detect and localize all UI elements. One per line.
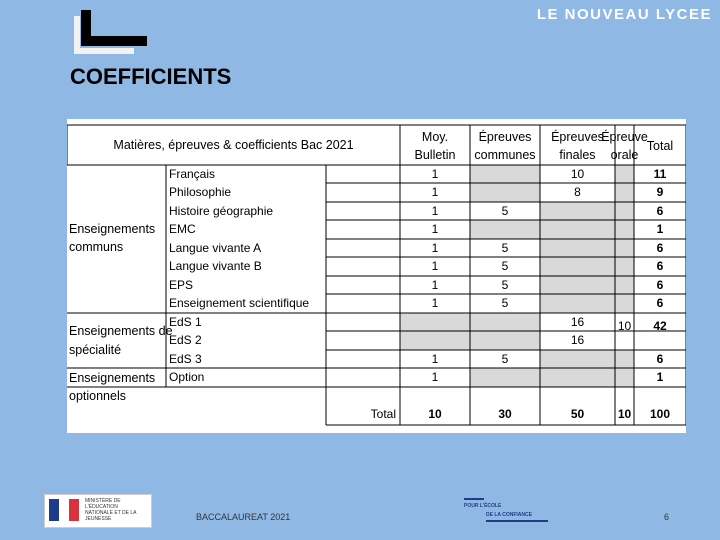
header-orale: Épreuve: [601, 130, 648, 144]
row-subject: EdS 1: [169, 315, 202, 329]
group-communs: Enseignements: [69, 222, 156, 236]
cell-moy: 1: [431, 185, 439, 199]
row-subject: EPS: [169, 278, 194, 292]
empty-cell: [470, 368, 540, 387]
cell-orale: 10: [617, 319, 632, 333]
cell-total: 6: [656, 204, 664, 218]
total-communes: 30: [498, 407, 512, 421]
cell-total: 6: [656, 241, 664, 255]
total-label: Total: [370, 407, 396, 421]
empty-cell: [615, 276, 634, 294]
page-number: 6: [664, 512, 670, 522]
corner-logo: [74, 10, 147, 46]
empty-cell: [540, 257, 615, 276]
row-subject: EMC: [169, 222, 196, 236]
cell-communes: 5: [501, 278, 509, 292]
row-subject: EdS 3: [169, 352, 202, 366]
empty-cell: [470, 183, 540, 202]
row-subject: Option: [169, 370, 205, 384]
empty-cell: [615, 239, 634, 257]
empty-cell: [615, 368, 634, 387]
row-subject: Langue vivante A: [169, 241, 262, 255]
empty-cell: [540, 294, 615, 313]
cell-total: 11: [653, 167, 667, 181]
header-communes: communes: [474, 148, 536, 162]
cell-moy: 1: [431, 204, 439, 218]
header-finales: finales: [559, 148, 596, 162]
school-line1: POUR L'ÉCOLE: [464, 503, 502, 509]
row-subject: Enseignement scientifique: [169, 296, 310, 310]
total-total: 100: [649, 407, 671, 421]
coefficients-table: [67, 119, 686, 433]
empty-cell: [615, 202, 634, 220]
cell-total: 6: [656, 278, 664, 292]
group-specialite: spécialité: [69, 343, 122, 357]
ministry-text: MINISTÈRE DE L'ÉDUCATION NATIONALE ET DE LA JEUNESSE: [85, 498, 137, 522]
cell-communes: 5: [501, 204, 509, 218]
cell-finales: 16: [570, 333, 585, 347]
empty-cell: [540, 276, 615, 294]
header-title: LE NOUVEAU LYCEE: [536, 6, 712, 23]
empty-cell: [615, 294, 634, 313]
cell-moy: 1: [431, 259, 439, 273]
header-moy: Moy.: [421, 130, 449, 144]
cell-moy: 1: [431, 222, 439, 236]
cell-total: 1: [656, 370, 664, 384]
empty-cell: [615, 220, 634, 239]
cell-total: 6: [656, 352, 664, 366]
group-communs: communs: [69, 240, 124, 254]
row-subject: EdS 2: [169, 333, 202, 347]
cell-moy: 1: [431, 296, 439, 310]
ministry-logo: [44, 494, 152, 528]
empty-cell: [540, 368, 615, 387]
group-optionnels: Enseignements: [69, 371, 156, 385]
total-orale: 10: [617, 407, 632, 421]
cell-total: 6: [656, 259, 664, 273]
footer-bac: BACCALAUREAT 2021: [196, 512, 291, 522]
total-finales: 50: [570, 407, 585, 421]
cell-finales: 8: [574, 185, 581, 199]
cell-moy: 1: [431, 352, 439, 366]
empty-cell: [540, 220, 615, 239]
cell-total: 6: [656, 296, 664, 310]
empty-cell: [470, 165, 540, 183]
empty-cell: [540, 239, 615, 257]
header-total: Total: [646, 139, 674, 153]
empty-cell: [540, 202, 615, 220]
cell-communes: 5: [501, 352, 509, 366]
total-moy: 10: [428, 407, 442, 421]
row-subject: Langue vivante B: [169, 259, 262, 273]
row-subject: Histoire géographie: [169, 204, 274, 218]
cell-total: 9: [656, 185, 664, 199]
french-flag-icon: [49, 499, 79, 521]
header-orale: orale: [610, 148, 639, 162]
cell-communes: 5: [501, 259, 509, 273]
empty-cell: [615, 257, 634, 276]
cell-communes: 5: [501, 241, 509, 255]
empty-cell: [470, 220, 540, 239]
cell-finales: 16: [570, 315, 585, 329]
cell-moy: 1: [431, 241, 439, 255]
empty-cell: [615, 165, 634, 183]
group-optionnels: optionnels: [69, 389, 126, 403]
header-finales: Épreuves: [551, 130, 604, 144]
empty-cell: [615, 350, 634, 368]
cell-total: 42: [653, 319, 667, 333]
empty-cell: [540, 350, 615, 368]
row-subject: Français: [169, 167, 216, 181]
cell-moy: 1: [431, 370, 439, 384]
coefficients-table-svg: [67, 119, 686, 433]
school-line2: DE LA CONFIANCE: [486, 512, 532, 518]
group-specialite: Enseignements de: [69, 324, 173, 338]
cell-moy: 1: [431, 278, 439, 292]
cell-communes: 5: [501, 296, 509, 310]
row-subject: Philosophie: [169, 185, 232, 199]
cell-moy: 1: [431, 167, 439, 181]
cell-finales: 10: [570, 167, 585, 181]
cell-total: 1: [656, 222, 664, 236]
empty-cell: [615, 183, 634, 202]
header-subject: Matières, épreuves & coefficients Bac 2021: [113, 138, 354, 152]
slide-title: COEFFICIENTS: [70, 64, 232, 89]
school-logo: [464, 498, 548, 522]
header-moy: Bulletin: [414, 148, 456, 162]
header-communes: Épreuves: [478, 130, 532, 144]
